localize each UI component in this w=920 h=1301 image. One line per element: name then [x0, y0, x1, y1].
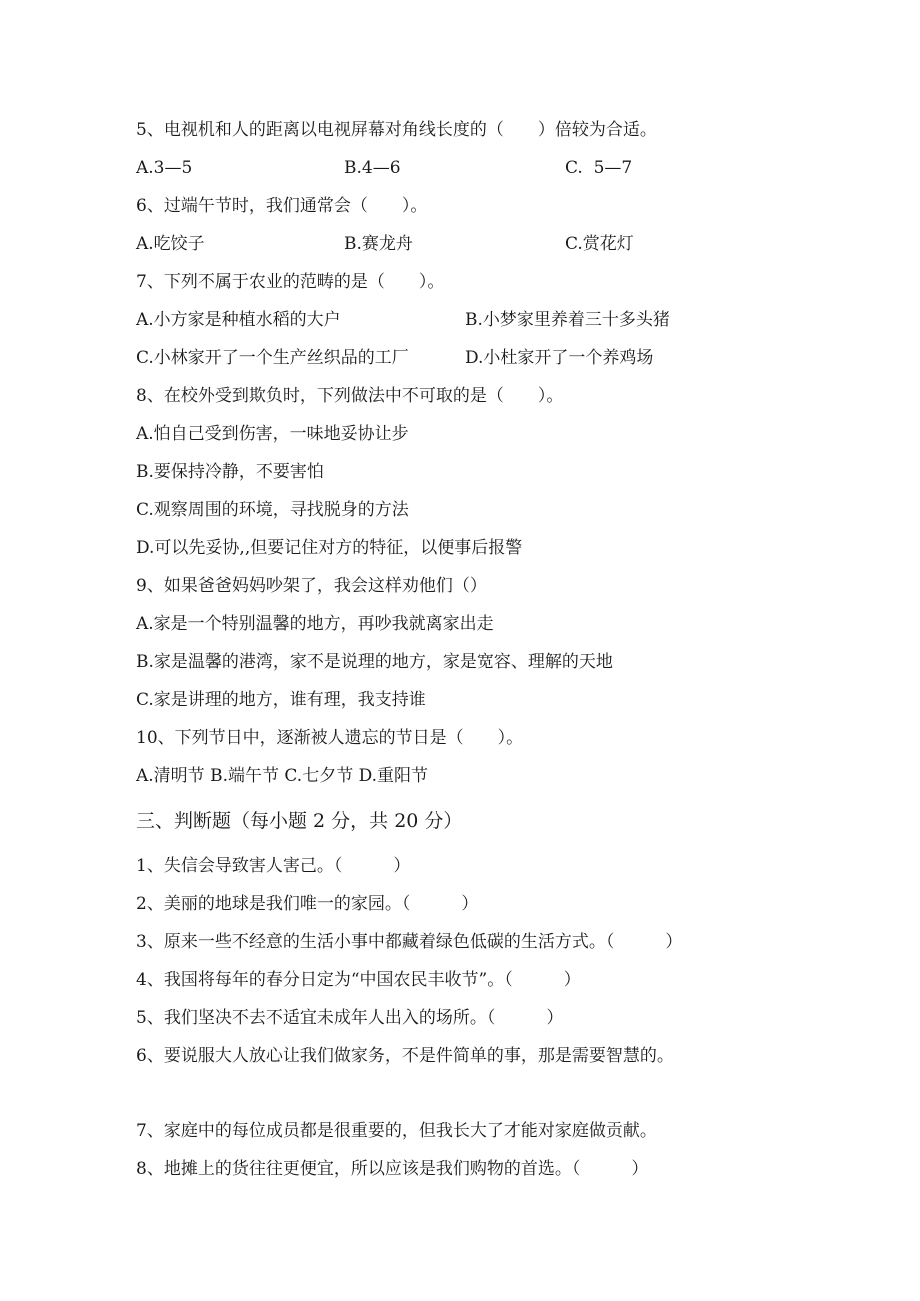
- question-6-option-a: A.吃饺子: [136, 234, 205, 254]
- question-5-option-c: C. 5—7: [565, 158, 633, 178]
- question-5-option-a: A.3—5: [136, 158, 193, 178]
- question-6-stem: 6、过端午节时，我们通常会（ ）。: [136, 196, 428, 216]
- section-3-heading: 三、判断题（每小题 2 分，共 20 分）: [136, 810, 463, 832]
- question-8-stem: 8、在校外受到欺负时，下列做法中不可取的是（ ）。: [136, 386, 564, 406]
- question-8-option-c: C.观察周围的环境，寻找脱身的方法: [136, 500, 409, 520]
- question-9-option-b: B.家是温馨的港湾，家不是说理的地方，家是宽容、理解的天地: [136, 652, 613, 672]
- question-9-option-c: C.家是讲理的地方，谁有理，我支持谁: [136, 690, 426, 710]
- judgment-item-4: 4、我国将每年的春分日定为“中国农民丰收节”。（ ）: [136, 970, 581, 990]
- question-7-stem: 7、下列不属于农业的范畴的是（ ）。: [136, 272, 445, 292]
- question-5-option-b: B.4—6: [344, 158, 401, 178]
- question-7-option-d: D.小杜家开了一个养鸡场: [465, 348, 654, 368]
- question-6-option-c: C.赏花灯: [565, 234, 634, 254]
- question-8-option-d: D.可以先妥协,,但要记住对方的特征，以便事后报警: [136, 538, 523, 558]
- judgment-item-1: 1、失信会导致害人害己。（ ）: [136, 856, 411, 876]
- question-8-option-b: B.要保持冷静，不要害怕: [136, 462, 324, 482]
- judgment-item-2: 2、美丽的地球是我们唯一的家园。（ ）: [136, 894, 479, 914]
- question-7-option-b: B.小梦家里养着三十多头猪: [465, 310, 670, 330]
- question-6-option-b: B.赛龙舟: [344, 234, 413, 254]
- judgment-item-7: 7、家庭中的每位成员都是很重要的，但我长大了才能对家庭做贡献。: [136, 1121, 657, 1141]
- question-7-option-a: A.小方家是种植水稻的大户: [136, 310, 341, 330]
- question-10-stem: 10、下列节日中，逐渐被人遗忘的节日是（ ）。: [136, 728, 524, 748]
- question-7-option-c: C.小林家开了一个生产丝织品的工厂: [136, 348, 409, 368]
- question-5-stem: 5、电视机和人的距离以电视屏幕对角线长度的（ ）倍较为合适。: [136, 120, 657, 140]
- question-10-options: A.清明节 B.端午节 C.七夕节 D.重阳节: [136, 766, 429, 786]
- question-8-option-a: A.怕自己受到伤害，一味地妥协让步: [136, 424, 409, 444]
- judgment-item-8: 8、地摊上的货往往更便宜，所以应该是我们购物的首选。（ ）: [136, 1159, 649, 1179]
- judgment-item-5: 5、我们坚决不去不适宜未成年人出入的场所。（ ）: [136, 1008, 564, 1028]
- judgment-item-6: 6、要说服大人放心让我们做家务，不是件简单的事，那是需要智慧的。: [136, 1046, 674, 1066]
- judgment-item-3: 3、原来一些不经意的生活小事中都藏着绿色低碳的生活方式。（ ）: [136, 932, 683, 952]
- question-9-option-a: A.家是一个特别温馨的地方，再吵我就离家出走: [136, 614, 494, 634]
- question-9-stem: 9、如果爸爸妈妈吵架了，我会这样劝他们（）: [136, 576, 487, 596]
